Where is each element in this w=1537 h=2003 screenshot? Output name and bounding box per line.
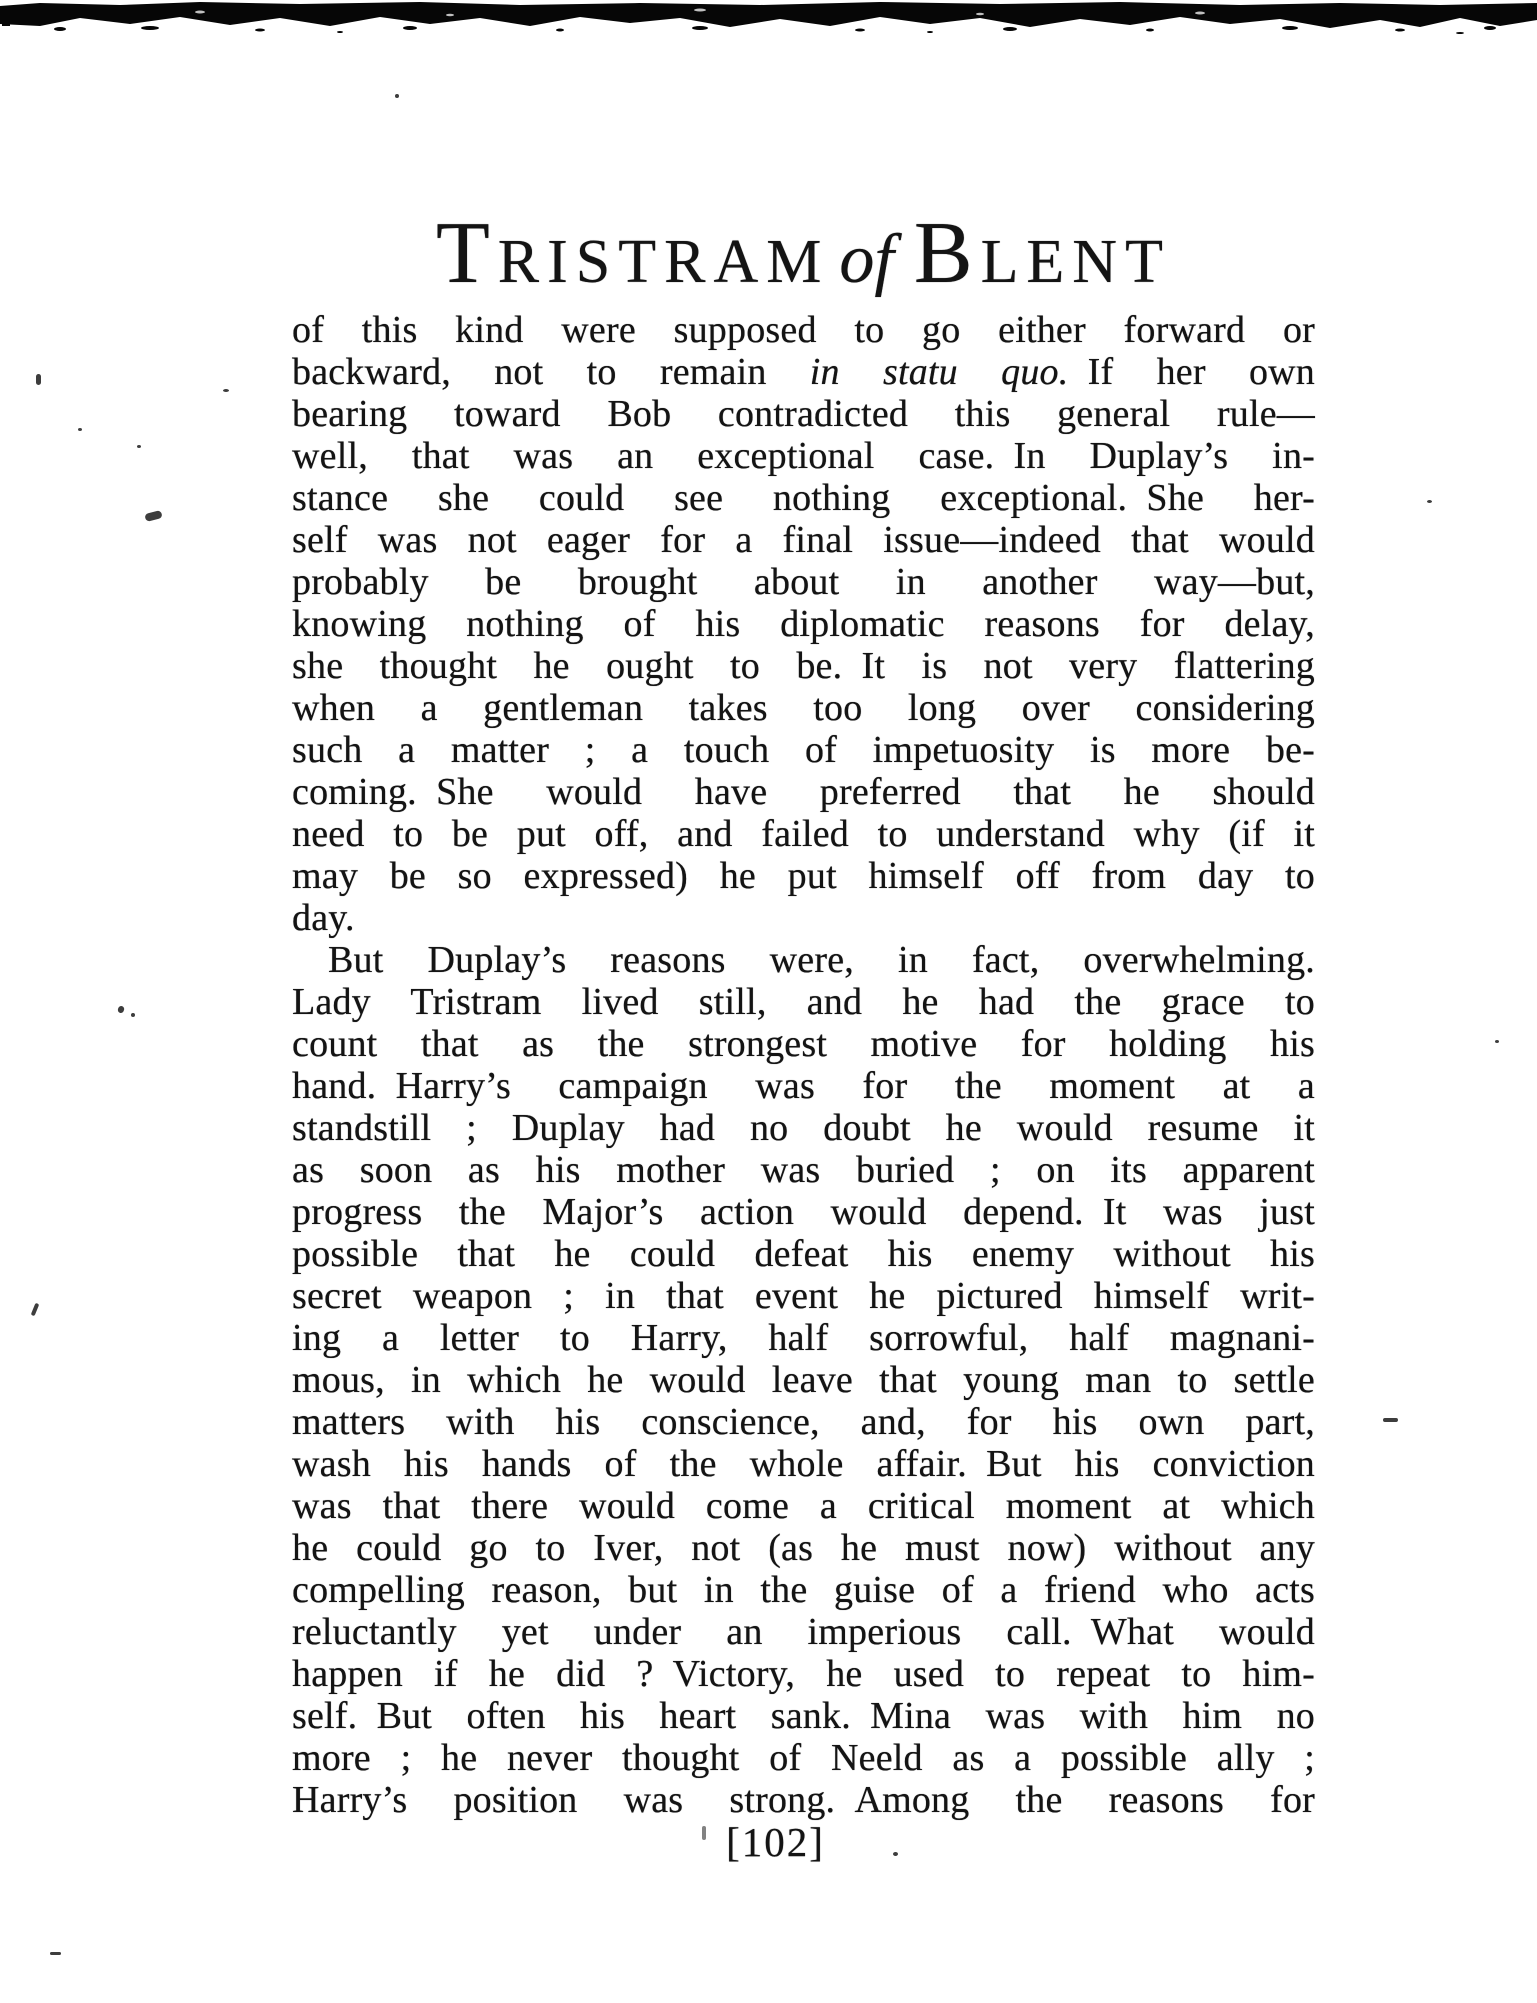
text-line: progress the Major’s action would depend. It was just [292,1191,1315,1233]
text-line: was that there would come a critical moment at which [292,1485,1315,1527]
text-line: Lady Tristram lived still, and he had the grace to [292,981,1315,1023]
scan-speckle [137,445,141,448]
text-line: stance she could see nothing exceptional. She her- [292,477,1315,519]
text-line: knowing nothing of his diplomatic reasons for delay, [292,603,1315,645]
text-line: probably be brought about in another way—but, [292,561,1315,603]
scan-artifact-bar [0,0,1537,36]
scan-speckle [117,1005,125,1014]
text-line: may be so expressed) he put himself off from day to [292,855,1315,897]
text-line: day. [292,897,355,939]
paragraph [292,939,1315,1821]
title-smallcaps-lent: LENT [980,228,1171,296]
text-line: need to be put off, and failed to understand why (if it [292,813,1315,855]
scan-speckle [31,1303,40,1317]
text-line: self was not eager for a final issue—indeed that would [292,519,1315,561]
text-line: ing a letter to Harry, half sorrowful, half magnani- [292,1317,1315,1359]
text-line: coming. She would have preferred that he should [292,771,1315,813]
text-line: matters with his conscience, and, for his own part, [292,1401,1315,1443]
scan-speckle [36,374,41,385]
text-line: wash his hands of the whole affair. But his conviction [292,1443,1315,1485]
text-line: she thought he ought to be. It is not very flattering [292,645,1315,687]
scan-speckle [78,428,82,431]
text-line: But Duplay’s reasons were, in fact, overwhelming. [328,939,1315,981]
text-line: he could go to Iver, not (as he must now) without any [292,1527,1315,1569]
page-number: [102] [726,1819,825,1865]
text-line: when a gentleman takes too long over considering [292,687,1315,729]
scan-speckle [1427,500,1432,503]
paragraph [292,309,1315,939]
scan-speckle [144,510,162,522]
scan-speckle [893,1852,898,1856]
text-line: compelling reason, but in the guise of a friend who acts [292,1569,1315,1611]
text-line: count that as the strongest motive for holding his [292,1023,1315,1065]
text-line: secret weapon ; in that event he pictured himself writ- [292,1275,1315,1317]
scan-speckle [395,94,399,98]
text-line: standstill ; Duplay had no doubt he would resume it [292,1107,1315,1149]
text-line: well, that was an exceptional case. In Duplay’s in- [292,435,1315,477]
title-initial-b: B [913,205,981,302]
scan-speckle [131,1013,135,1017]
text-line: hand. Harry’s campaign was for the moment at a [292,1065,1315,1107]
scan-speckle [50,1952,61,1955]
scan-speckle [1383,1418,1398,1422]
text-line: more ; he never thought of Neeld as a possible ally ; [292,1737,1315,1779]
title-initial-t: T [436,205,498,302]
text-line: bearing toward Bob contradicted this general rule— [292,393,1315,435]
text-line: mous, in which he would leave that young man to settle [292,1359,1315,1401]
text-line: reluctantly yet under an imperious call. What would [292,1611,1315,1653]
text-line: Harry’s position was strong. Among the reasons for [292,1779,1315,1821]
body-text [292,309,1315,1821]
text-line: happen if he did ? Victory, he used to repeat to him- [292,1653,1315,1695]
text-line: such a matter ; a touch of impetuosity is more be- [292,729,1315,771]
scan-artifact-ink [0,0,1537,36]
text-line: of this kind were supposed to go either forward or [292,309,1315,351]
scan-speckle [1495,1040,1499,1043]
scan-speckle [223,389,229,392]
scan-speckle [702,1826,706,1840]
text-line: self. But often his heart sank. Mina was with him no [292,1695,1315,1737]
title-smallcaps-ristram: RISTRAM [497,228,830,296]
text-line: as soon as his mother was buried ; on its apparent [292,1149,1315,1191]
text-line: backward, not to remain in statu quo. If her own [292,351,1315,393]
title-connector-of: of [839,221,894,298]
running-title [292,206,1315,325]
text-line: possible that he could defeat his enemy without his [292,1233,1315,1275]
